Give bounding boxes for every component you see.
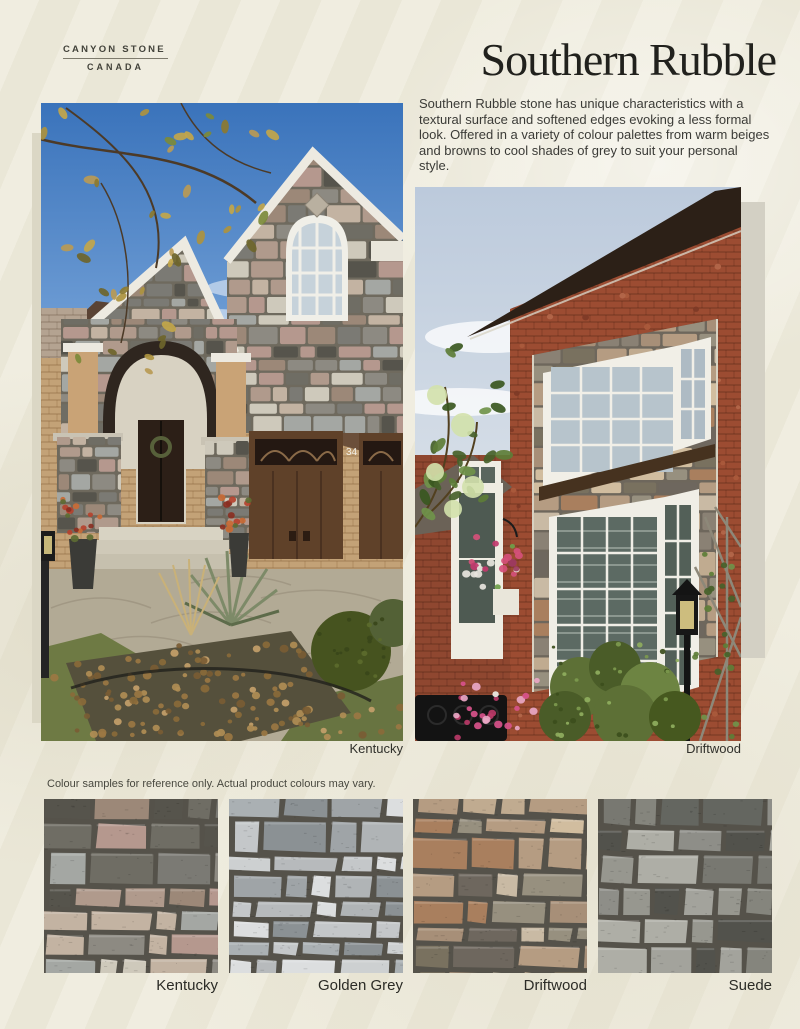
- photo-kentucky-house: [41, 103, 403, 741]
- stone-swatch-golden-grey-canvas: [229, 799, 403, 973]
- planter-left: [69, 539, 97, 589]
- house-number: 34: [346, 447, 358, 458]
- stone-swatch-suede: [598, 799, 772, 973]
- stone-swatch-golden-grey: [229, 799, 403, 973]
- brand-rule: [63, 58, 168, 59]
- brand-name: CANYON STONE: [63, 44, 166, 55]
- garage-door-right: [359, 433, 403, 559]
- samples-disclaimer: Colour samples for reference only. Actual product colours may vary.: [47, 778, 376, 790]
- swatch-label-golden-grey: Golden Grey: [317, 977, 403, 994]
- swatch-label-suede: Suede: [728, 977, 772, 994]
- stone-swatch-suede-canvas: [598, 799, 772, 973]
- soffit-box: [371, 241, 403, 261]
- stone-swatch-kentucky-canvas: [44, 799, 218, 973]
- intro-paragraph: Southern Rubble stone has unique characteristics with a textural surface and softened edges evoking a less formal look. Offered in a variety of colour palettes from warm beiges and browns to cool shades of grey to suit your personal style.: [419, 96, 770, 174]
- brand-logo: [63, 44, 168, 72]
- porch-column-right: [211, 353, 251, 442]
- stone-swatch-driftwood-canvas: [413, 799, 587, 973]
- page-title: Southern Rubble: [480, 34, 776, 85]
- front-door: [137, 419, 185, 523]
- garden-bench: [415, 695, 507, 741]
- photo-caption-kentucky: Kentucky: [349, 741, 403, 756]
- stone-swatch-kentucky: [44, 799, 218, 973]
- planter-right: [229, 533, 249, 577]
- swatch-label-kentucky: Kentucky: [156, 977, 218, 994]
- porch-column-left: [63, 343, 103, 438]
- kentucky-house-illustration: [41, 103, 403, 741]
- porch-steps: [87, 527, 235, 569]
- photo-driftwood-house: [415, 187, 741, 741]
- photo-caption-driftwood: Driftwood: [686, 741, 741, 756]
- driftwood-house-illustration: [415, 187, 741, 741]
- stone-swatch-driftwood: [413, 799, 587, 973]
- swatch-label-driftwood: Driftwood: [523, 977, 587, 994]
- window-box: [493, 589, 519, 615]
- garage-door-left: [249, 431, 343, 559]
- brand-country: CANADA: [87, 62, 144, 72]
